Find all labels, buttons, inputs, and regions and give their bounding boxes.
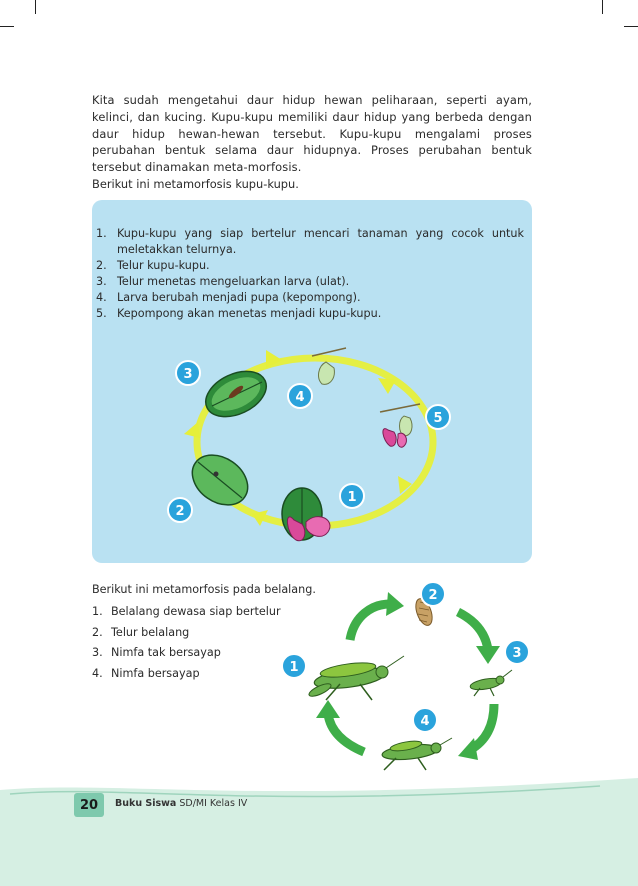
- list-text: Larva berubah menjadi pupa (kepompong).: [117, 291, 361, 304]
- step-badge: [505, 640, 529, 664]
- book-title-rest: SD/MI Kelas IV: [176, 798, 248, 809]
- butterfly-intro: Berikut ini metamorfosis kupu-kupu.: [92, 177, 299, 191]
- book-title-bold: Buku Siswa: [115, 798, 177, 809]
- cycle-arrowhead: [476, 646, 500, 664]
- badge-label: 1: [289, 660, 299, 675]
- badge-label: 2: [175, 504, 185, 519]
- list-number: 2.: [92, 625, 103, 639]
- list-number: 2.: [96, 259, 107, 272]
- badge-label: 4: [295, 390, 305, 405]
- badge-label: 3: [512, 646, 522, 661]
- step-badge: [421, 582, 445, 606]
- cycle-arrowhead: [316, 700, 340, 718]
- list-text: Nimfa tak bersayap: [111, 646, 221, 659]
- list-text: Telur kupu-kupu.: [117, 259, 210, 272]
- book-title: [115, 798, 247, 809]
- list-number: 1.: [96, 227, 107, 240]
- list-number: 4.: [96, 291, 107, 304]
- intro-paragraph-text: Kita sudah mengetahui daur hidup hewan peliharaan, seperti ayam, kelinci, dan kucing. Kupu-kupu memiliki daur hidup yang berbeda dengan daur hidup hewan-hewan tersebut. Kupu-kupu mengalami proses perubahan bentuk selama daur hidupnya. Proses perubahan bentuk tersebut dinamakan meta-morfosis.: [92, 93, 532, 175]
- list-text: Telur belalang: [111, 625, 190, 639]
- step-badge: [282, 654, 306, 678]
- badge-label: 4: [420, 714, 430, 729]
- badge-label: 1: [347, 490, 357, 505]
- cycle-arrow: [350, 604, 390, 640]
- badge-label: 5: [433, 411, 443, 426]
- cycle-arrowhead: [386, 592, 404, 616]
- list-number: 1.: [92, 605, 103, 618]
- grasshopper-intro: Berikut ini metamorfosis pada belalang.: [92, 583, 316, 596]
- list-text: Kepompong akan menetas menjadi kupu-kupu.: [117, 307, 382, 320]
- list-number: 5.: [96, 307, 107, 320]
- list-text: Nimfa bersayap: [111, 666, 200, 680]
- list-text: Kupu-kupu yang siap bertelur mencari tanaman yang cocok untuk meletakkan telurnya.: [117, 227, 524, 256]
- list-number: 4.: [92, 666, 103, 680]
- step-badge: [413, 708, 437, 732]
- adult-grasshopper-icon: [307, 656, 404, 700]
- cycle-arrow: [458, 612, 488, 650]
- page-number: 20: [79, 797, 99, 813]
- wingless-nymph-icon: [469, 670, 512, 696]
- winged-nymph-icon: [381, 738, 452, 770]
- badge-label: 3: [183, 367, 193, 382]
- list-number: 3.: [96, 275, 107, 288]
- page-number-box: [74, 793, 104, 817]
- list-text: Telur menetas mengeluarkan larva (ulat).: [117, 275, 350, 288]
- cycle-arrow: [328, 714, 364, 752]
- list-number: 3.: [92, 646, 103, 659]
- badge-label: 2: [428, 588, 438, 603]
- list-text: Belalang dewasa siap bertelur: [111, 605, 281, 618]
